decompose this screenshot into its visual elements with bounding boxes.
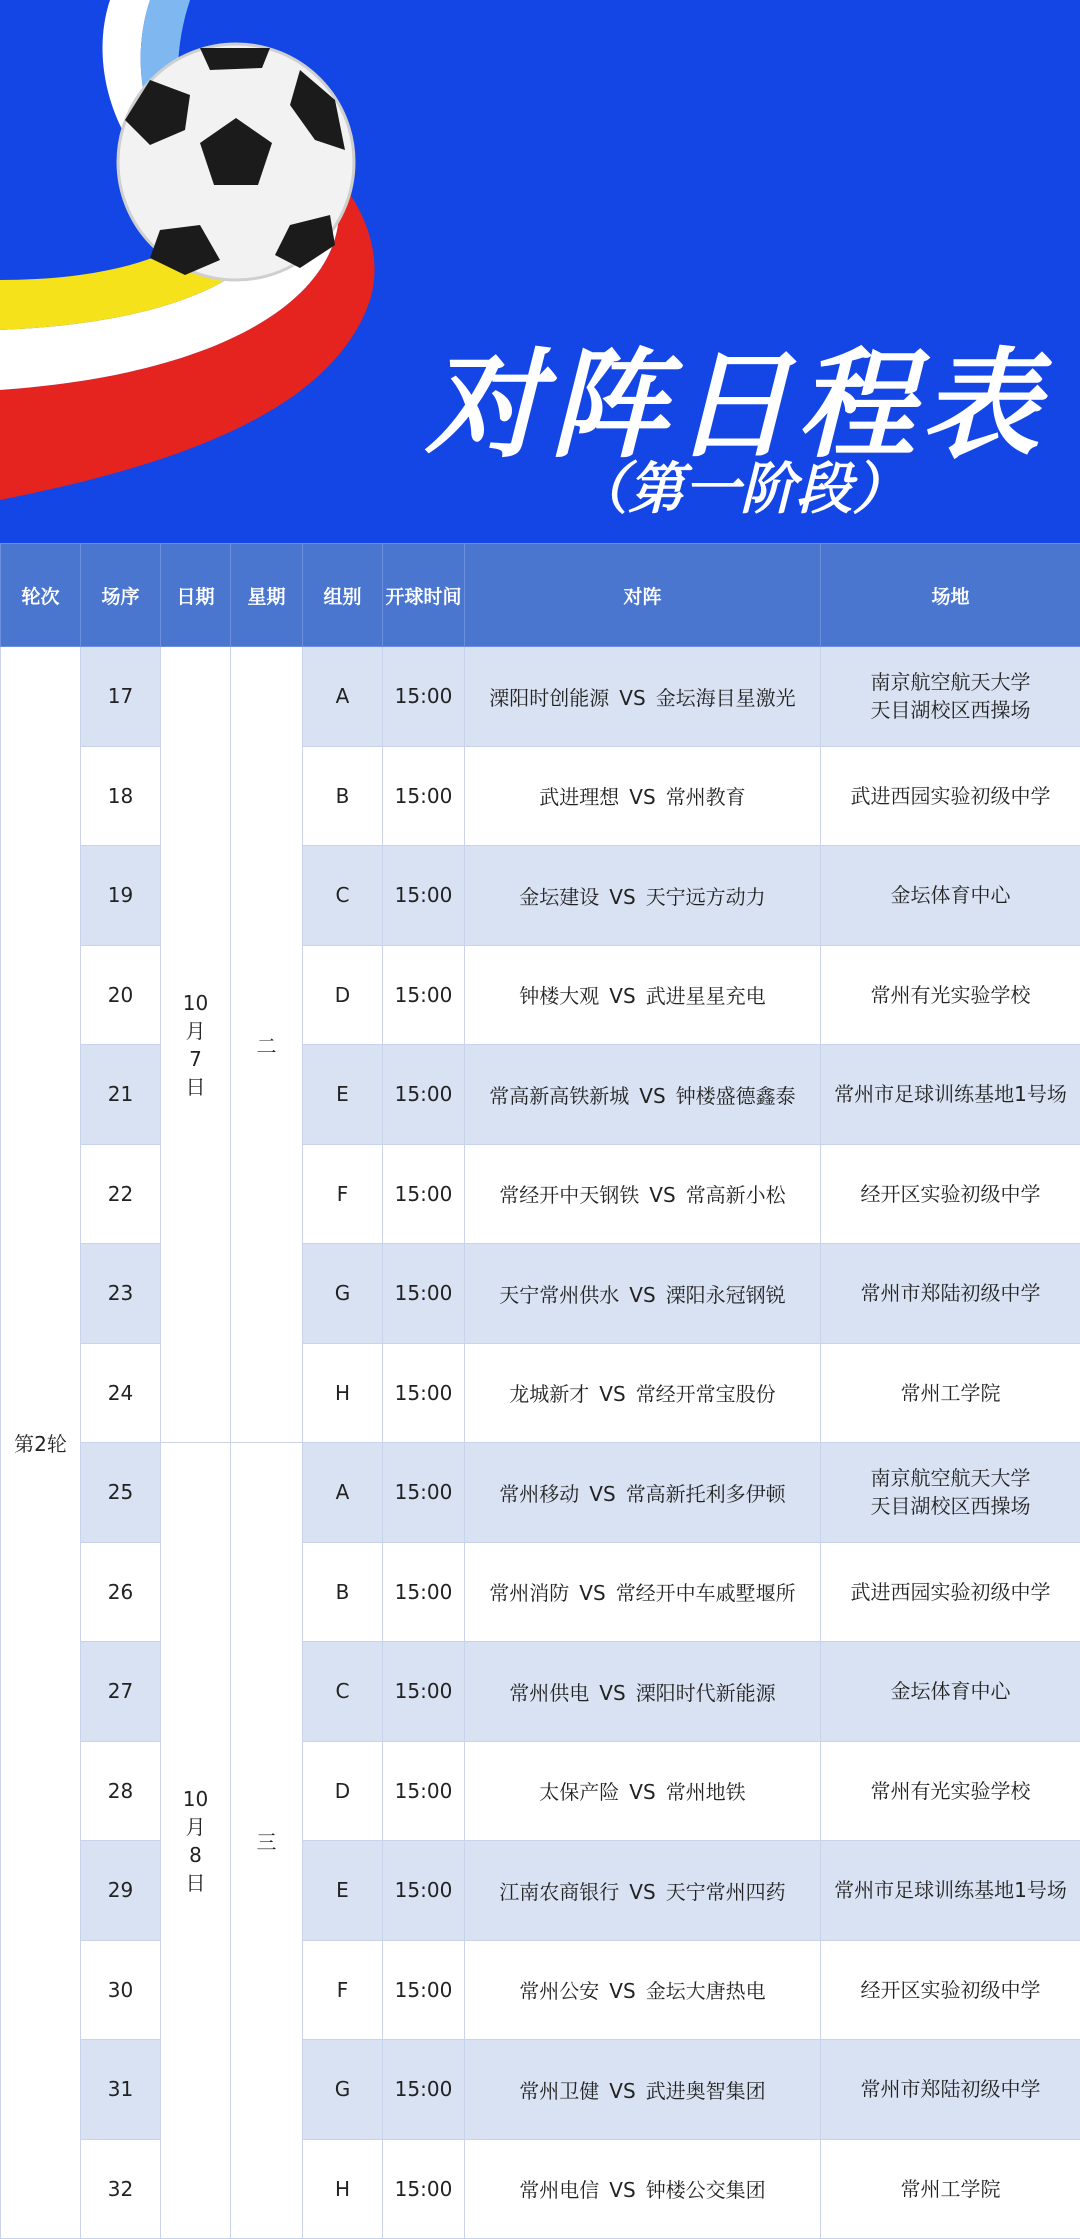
vs-label: VS (609, 2079, 635, 2103)
group-cell: B (303, 1542, 383, 1642)
header-date: 日期 (161, 544, 231, 647)
vs-label: VS (639, 1084, 665, 1108)
vs-label: VS (649, 1183, 675, 1207)
home-team: 常州卫健 (519, 2079, 599, 2103)
vs-label: VS (619, 686, 645, 710)
time-cell: 15:00 (383, 1841, 465, 1941)
seq-cell: 17 (81, 647, 161, 747)
group-cell: A (303, 1443, 383, 1543)
match-cell (465, 1940, 821, 2040)
venue-line1: 常州有光实验学校 (821, 1777, 1080, 1805)
home-team: 龙城新才 (509, 1382, 589, 1406)
date-cell (161, 647, 231, 1443)
home-team: 溧阳时创能源 (489, 686, 609, 710)
time-cell: 15:00 (383, 1741, 465, 1841)
match-cell (465, 647, 821, 747)
venue-cell (821, 1244, 1080, 1344)
venue-line2: 天目湖校区西操场 (821, 696, 1080, 724)
table-row (1, 647, 1080, 747)
away-team: 武进星星充电 (646, 984, 766, 1008)
away-team: 金坛大唐热电 (646, 1979, 766, 2003)
venue-cell (821, 1144, 1080, 1244)
round-cell: 第2轮 (1, 647, 81, 2239)
time-cell: 15:00 (383, 1443, 465, 1543)
vs-label: VS (609, 984, 635, 1008)
header-group: 组别 (303, 544, 383, 647)
home-team: 常高新高铁新城 (489, 1084, 629, 1108)
venue-line1: 金坛体育中心 (821, 881, 1080, 909)
date-day: 8 (161, 1841, 230, 1869)
match-cell (465, 1542, 821, 1642)
match-cell (465, 1841, 821, 1941)
home-team: 常州公安 (519, 1979, 599, 2003)
date-cell (161, 1443, 231, 2239)
seq-cell: 19 (81, 846, 161, 946)
seq-cell: 32 (81, 2139, 161, 2239)
venue-line1: 南京航空航天大学 (821, 1464, 1080, 1492)
venue-cell (821, 1642, 1080, 1742)
header-time: 开球时间 (383, 544, 465, 647)
date-month-char: 月 (161, 1813, 230, 1841)
match-cell (465, 1443, 821, 1543)
away-team: 常州教育 (666, 785, 746, 809)
away-team: 溧阳永冠钢锐 (666, 1283, 786, 1307)
seq-cell: 21 (81, 1045, 161, 1145)
venue-line1: 常州市足球训练基地1号场 (821, 1876, 1080, 1904)
venue-line1: 武进西园实验初级中学 (821, 1578, 1080, 1606)
vs-label: VS (609, 1979, 635, 2003)
venue-cell (821, 1841, 1080, 1941)
seq-cell: 26 (81, 1542, 161, 1642)
group-cell: B (303, 746, 383, 846)
seq-cell: 18 (81, 746, 161, 846)
group-cell: G (303, 1244, 383, 1344)
match-cell (465, 945, 821, 1045)
away-team: 常州地铁 (666, 1780, 746, 1804)
group-cell: F (303, 1144, 383, 1244)
vs-label: VS (629, 1780, 655, 1804)
venue-line1: 常州工学院 (821, 2175, 1080, 2203)
date-day: 7 (161, 1045, 230, 1073)
venue-cell (821, 1741, 1080, 1841)
time-cell: 15:00 (383, 746, 465, 846)
venue-cell (821, 1045, 1080, 1145)
venue-line1: 常州市郑陆初级中学 (821, 2075, 1080, 2103)
venue-line1: 常州市郑陆初级中学 (821, 1279, 1080, 1307)
time-cell: 15:00 (383, 1940, 465, 2040)
date-month-char: 月 (161, 1017, 230, 1045)
away-team: 钟楼公交集团 (646, 2178, 766, 2202)
away-team: 常高新托利多伊顿 (626, 1482, 786, 1506)
date-month: 10 (161, 989, 230, 1017)
venue-cell (821, 647, 1080, 747)
seq-cell: 31 (81, 2040, 161, 2140)
venue-line1: 武进西园实验初级中学 (821, 782, 1080, 810)
away-team: 钟楼盛德鑫泰 (676, 1084, 796, 1108)
venue-cell (821, 1443, 1080, 1543)
vs-label: VS (599, 1681, 625, 1705)
seq-cell: 27 (81, 1642, 161, 1742)
header-match: 对阵 (465, 544, 821, 647)
vs-label: VS (599, 1382, 625, 1406)
match-cell (465, 1642, 821, 1742)
schedule-table (0, 543, 1080, 2239)
match-cell (465, 1343, 821, 1443)
venue-cell (821, 1940, 1080, 2040)
time-cell: 15:00 (383, 2139, 465, 2239)
match-cell (465, 1244, 821, 1344)
venue-cell (821, 846, 1080, 946)
match-cell (465, 2139, 821, 2239)
match-cell (465, 1741, 821, 1841)
home-team: 金坛建设 (519, 885, 599, 909)
away-team: 溧阳时代新能源 (636, 1681, 776, 1705)
date-day-char: 日 (161, 1869, 230, 1897)
venue-cell (821, 2040, 1080, 2140)
match-cell (465, 1144, 821, 1244)
venue-line1: 常州市足球训练基地1号场 (821, 1080, 1080, 1108)
home-team: 常州消防 (489, 1581, 569, 1605)
home-team: 常州供电 (509, 1681, 589, 1705)
away-team: 常经开中车戚墅堰所 (616, 1581, 796, 1605)
page-title: 对阵日程表 (415, 340, 1055, 470)
group-cell: A (303, 647, 383, 747)
vs-label: VS (629, 1283, 655, 1307)
match-cell (465, 846, 821, 946)
away-team: 天宁远方动力 (646, 885, 766, 909)
time-cell: 15:00 (383, 2040, 465, 2140)
seq-cell: 22 (81, 1144, 161, 1244)
venue-cell (821, 1542, 1080, 1642)
table-row (1, 1443, 1080, 1543)
header-seq: 场序 (81, 544, 161, 647)
weekday-cell: 二 (231, 647, 303, 1443)
table-header-row (1, 544, 1080, 647)
venue-line1: 常州工学院 (821, 1379, 1080, 1407)
venue-cell (821, 1343, 1080, 1443)
vs-label: VS (609, 2178, 635, 2202)
home-team: 常州电信 (519, 2178, 599, 2202)
group-cell: E (303, 1045, 383, 1145)
venue-line1: 常州有光实验学校 (821, 981, 1080, 1009)
vs-label: VS (579, 1581, 605, 1605)
match-cell (465, 1045, 821, 1145)
header-round: 轮次 (1, 544, 81, 647)
vs-label: VS (589, 1482, 615, 1506)
time-cell: 15:00 (383, 945, 465, 1045)
vs-label: VS (629, 1880, 655, 1904)
venue-line2: 天目湖校区西操场 (821, 1492, 1080, 1520)
away-team: 常高新小松 (686, 1183, 786, 1207)
group-cell: G (303, 2040, 383, 2140)
away-team: 金坛海目星激光 (656, 686, 796, 710)
vs-label: VS (629, 785, 655, 809)
header-week: 星期 (231, 544, 303, 647)
group-cell: D (303, 1741, 383, 1841)
weekday-cell: 三 (231, 1443, 303, 2239)
match-cell (465, 746, 821, 846)
home-team: 江南农商银行 (499, 1880, 619, 1904)
seq-cell: 28 (81, 1741, 161, 1841)
venue-cell (821, 2139, 1080, 2239)
group-cell: D (303, 945, 383, 1045)
seq-cell: 25 (81, 1443, 161, 1543)
time-cell: 15:00 (383, 1144, 465, 1244)
header-venue: 场地 (821, 544, 1080, 647)
seq-cell: 24 (81, 1343, 161, 1443)
venue-cell (821, 945, 1080, 1045)
group-cell: C (303, 846, 383, 946)
home-team: 常经开中天钢铁 (499, 1183, 639, 1207)
page-subtitle: （第一阶段） (560, 455, 920, 525)
vs-label: VS (609, 885, 635, 909)
time-cell: 15:00 (383, 647, 465, 747)
group-cell: H (303, 2139, 383, 2239)
seq-cell: 20 (81, 945, 161, 1045)
home-team: 天宁常州供水 (499, 1283, 619, 1307)
venue-line1: 金坛体育中心 (821, 1677, 1080, 1705)
time-cell: 15:00 (383, 1343, 465, 1443)
venue-line1: 经开区实验初级中学 (821, 1180, 1080, 1208)
time-cell: 15:00 (383, 846, 465, 946)
away-team: 常经开常宝股份 (636, 1382, 776, 1406)
match-cell (465, 2040, 821, 2140)
time-cell: 15:00 (383, 1642, 465, 1742)
group-cell: C (303, 1642, 383, 1742)
date-day-char: 日 (161, 1073, 230, 1101)
date-month: 10 (161, 1785, 230, 1813)
group-cell: H (303, 1343, 383, 1443)
group-cell: E (303, 1841, 383, 1941)
time-cell: 15:00 (383, 1542, 465, 1642)
time-cell: 15:00 (383, 1244, 465, 1344)
venue-cell (821, 746, 1080, 846)
away-team: 武进奥智集团 (646, 2079, 766, 2103)
time-cell: 15:00 (383, 1045, 465, 1145)
home-team: 钟楼大观 (519, 984, 599, 1008)
seq-cell: 30 (81, 1940, 161, 2040)
home-team: 常州移动 (499, 1482, 579, 1506)
seq-cell: 23 (81, 1244, 161, 1344)
venue-line1: 经开区实验初级中学 (821, 1976, 1080, 2004)
home-team: 太保产险 (539, 1780, 619, 1804)
seq-cell: 29 (81, 1841, 161, 1941)
header-banner (0, 0, 1080, 543)
venue-line1: 南京航空航天大学 (821, 668, 1080, 696)
away-team: 天宁常州四药 (666, 1880, 786, 1904)
group-cell: F (303, 1940, 383, 2040)
home-team: 武进理想 (539, 785, 619, 809)
